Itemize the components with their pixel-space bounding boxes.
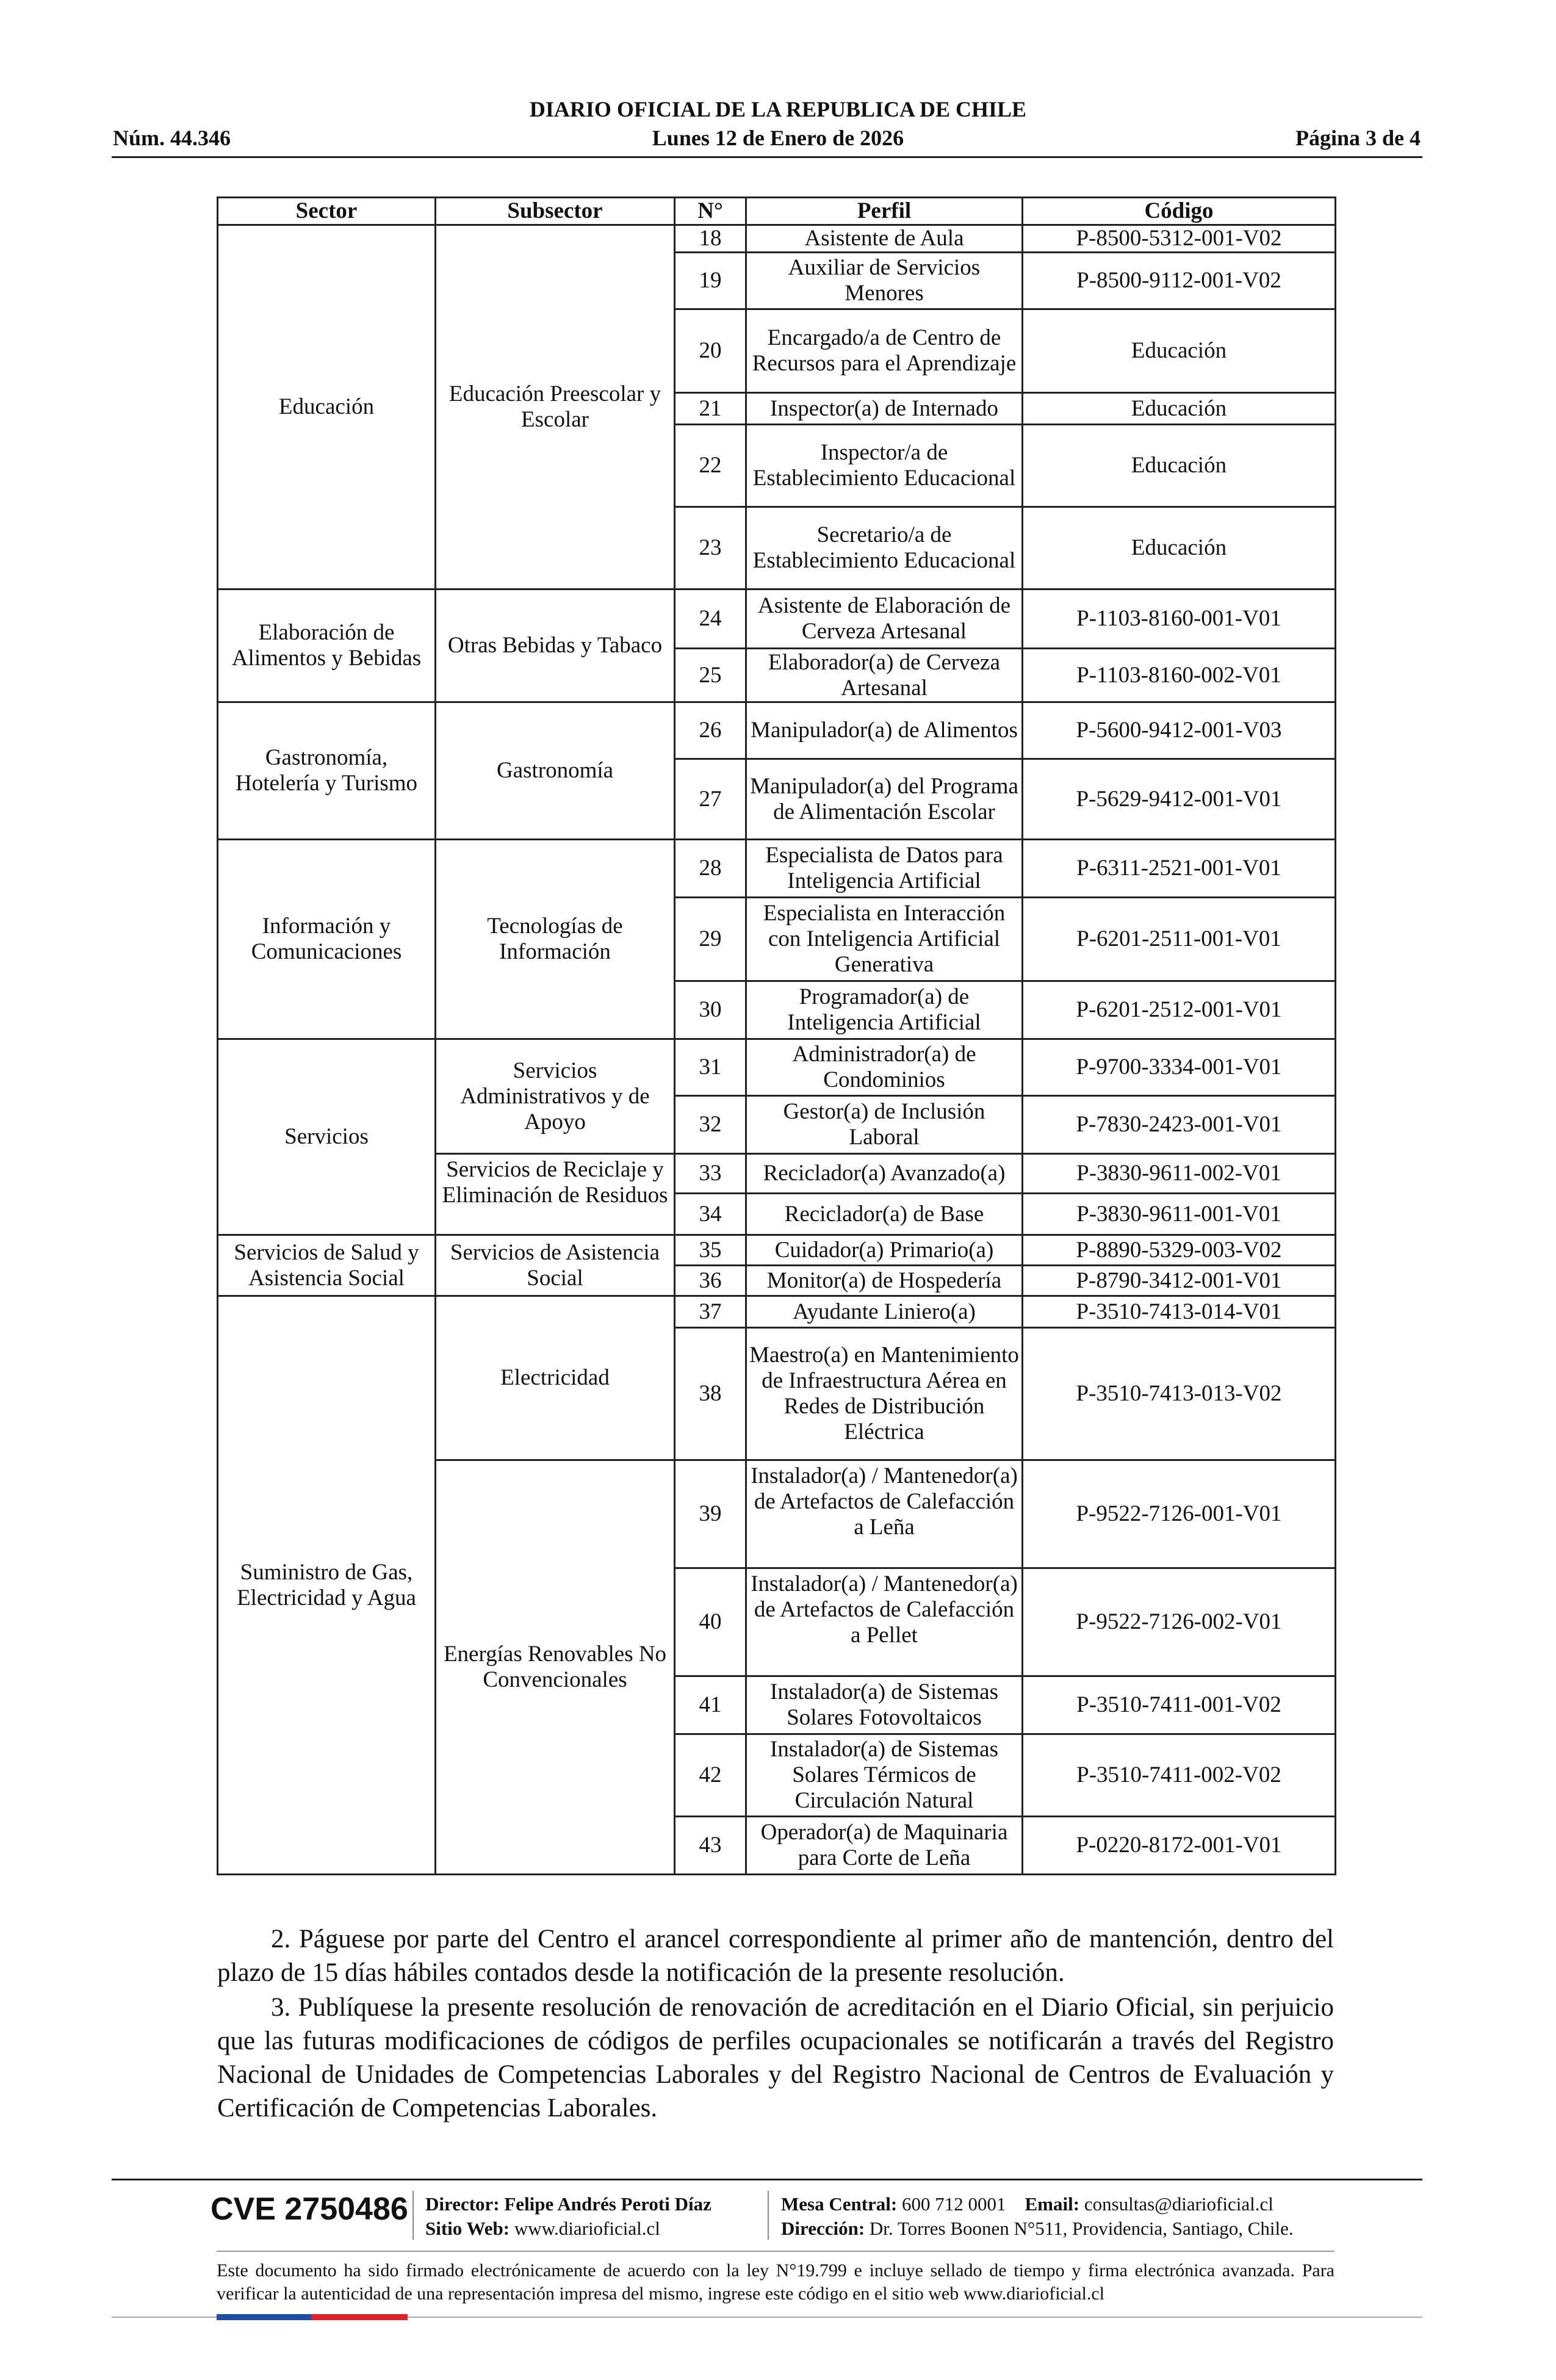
address-text: Dr. Torres Boonen N°511, Providencia, Santiago, Chile.	[869, 2218, 1294, 2239]
perfil-cell: Manipulador(a) del Programa de Alimentación Escolar	[746, 759, 1023, 840]
col-header-subsector: Subsector	[436, 198, 675, 225]
subsector-cell: Servicios de Asistencia Social	[436, 1235, 675, 1296]
perfil-cell: Programador(a) de Inteligencia Artificial	[746, 981, 1023, 1039]
codigo-cell: Educación	[1023, 309, 1336, 393]
col-header-codigo: Código	[1023, 198, 1336, 225]
row-number: 24	[675, 590, 746, 649]
subsector-cell: Gastronomía	[436, 702, 675, 840]
phone-number: 600 712 0001	[902, 2193, 1006, 2215]
row-number: 27	[675, 759, 746, 840]
codigo-cell: P-1103-8160-001-V01	[1023, 590, 1336, 649]
sector-cell: Servicios de Salud y Asistencia Social	[218, 1235, 436, 1296]
subsector-cell: Energías Renovables No Convencionales	[436, 1460, 675, 1875]
codigo-cell: Educación	[1023, 393, 1336, 425]
codigo-cell: P-0220-8172-001-V01	[1023, 1817, 1336, 1875]
table-row	[218, 702, 1336, 759]
perfil-cell: Inspector/a de Establecimiento Educacional	[746, 425, 1023, 507]
table-row	[218, 1296, 1336, 1328]
phone-label: Mesa Central:	[781, 2193, 898, 2215]
perfil-cell: Gestor(a) de Inclusión Laboral	[746, 1096, 1023, 1154]
row-number: 29	[675, 898, 746, 981]
table-row	[218, 1039, 1336, 1096]
row-number: 22	[675, 425, 746, 507]
codigo-cell: P-1103-8160-002-V01	[1023, 649, 1336, 702]
col-header-perfil: Perfil	[746, 198, 1023, 225]
codigo-cell: P-8500-9112-001-V02	[1023, 253, 1336, 309]
footer-separator	[412, 2191, 414, 2240]
footer-divider	[112, 2179, 1422, 2180]
codigo-cell: P-9522-7126-001-V01	[1023, 1460, 1336, 1568]
brand-bar-blue	[217, 2314, 311, 2320]
perfil-cell: Instalador(a) de Sistemas Solares Térmicos de Circulación Natural	[746, 1734, 1023, 1817]
row-number: 21	[675, 393, 746, 425]
perfil-cell: Monitor(a) de Hospedería	[746, 1266, 1023, 1296]
perfil-cell: Instalador(a) / Mantenedor(a) de Artefactos de Calefacción a Leña	[746, 1460, 1023, 1568]
sector-cell: Servicios	[218, 1039, 436, 1235]
row-number: 38	[675, 1328, 746, 1460]
subsector-cell: Educación Preescolar y Escolar	[436, 225, 675, 590]
row-number: 40	[675, 1568, 746, 1676]
table-row	[218, 225, 1336, 253]
codigo-cell: P-3510-7411-001-V02	[1023, 1676, 1336, 1734]
perfil-cell: Operador(a) de Maquinaria para Corte de Leña	[746, 1817, 1023, 1875]
codigo-cell: P-5600-9412-001-V03	[1023, 702, 1336, 759]
sector-cell: Información y Comunicaciones	[218, 840, 436, 1039]
perfil-cell: Secretario/a de Establecimiento Educacional	[746, 507, 1023, 590]
perfil-cell: Auxiliar de Servicios Menores	[746, 253, 1023, 309]
perfil-cell: Instalador(a) de Sistemas Solares Fotovoltaicos	[746, 1676, 1023, 1734]
table-row	[218, 1235, 1336, 1266]
table-row	[218, 840, 1336, 898]
codigo-cell: Educación	[1023, 507, 1336, 590]
director-name: Felipe Andrés Peroti Díaz	[504, 2193, 711, 2215]
codigo-cell: P-8890-5329-003-V02	[1023, 1235, 1336, 1266]
issue-date: Lunes 12 de Enero de 2026	[652, 126, 904, 150]
cve-code: CVE 2750486	[211, 2191, 408, 2227]
sector-cell: Elaboración de Alimentos y Bebidas	[218, 590, 436, 702]
codigo-cell: Educación	[1023, 425, 1336, 507]
table-row	[218, 590, 1336, 649]
page-indicator: Página 3 de 4	[1295, 126, 1421, 150]
row-number: 31	[675, 1039, 746, 1096]
footer-director-block	[425, 2192, 711, 2241]
email-label: Email:	[1025, 2193, 1080, 2215]
codigo-cell: P-9700-3334-001-V01	[1023, 1039, 1336, 1096]
row-number: 25	[675, 649, 746, 702]
footer-separator	[768, 2191, 769, 2240]
codigo-cell: P-6311-2521-001-V01	[1023, 840, 1336, 898]
codigo-cell: P-5629-9412-001-V01	[1023, 759, 1336, 840]
codigo-cell: P-6201-2511-001-V01	[1023, 898, 1336, 981]
perfil-cell: Cuidador(a) Primario(a)	[746, 1235, 1023, 1266]
codigo-cell: P-6201-2512-001-V01	[1023, 981, 1336, 1039]
perfil-cell: Asistente de Aula	[746, 225, 1023, 253]
row-number: 41	[675, 1676, 746, 1734]
newspaper-title: DIARIO OFICIAL DE LA REPUBLICA DE CHILE	[529, 97, 1027, 121]
paragraph-2-text: 2. Páguese por parte del Centro el arancel correspondiente al primer año de mantención, dentro del plazo de 15 días hábiles contados desde la notificación de la presente resolución.	[217, 1925, 1334, 1987]
row-number: 23	[675, 507, 746, 590]
subsector-cell: Otras Bebidas y Tabaco	[436, 590, 675, 702]
perfil-cell: Instalador(a) / Mantenedor(a) de Artefactos de Calefacción a Pellet	[746, 1568, 1023, 1676]
perfil-cell: Especialista de Datos para Inteligencia Artificial	[746, 840, 1023, 898]
website-label: Sitio Web:	[425, 2218, 510, 2239]
row-number: 30	[675, 981, 746, 1039]
codigo-cell: P-3510-7413-014-V01	[1023, 1296, 1336, 1328]
codigo-cell: P-3830-9611-002-V01	[1023, 1154, 1336, 1194]
header-divider	[112, 156, 1422, 158]
subsector-cell: Electricidad	[436, 1296, 675, 1460]
row-number: 28	[675, 840, 746, 898]
row-number: 18	[675, 225, 746, 253]
address-label: Dirección:	[781, 2218, 865, 2239]
subsector-cell: Servicios de Reciclaje y Eliminación de Residuos	[436, 1154, 675, 1235]
row-number: 37	[675, 1296, 746, 1328]
row-number: 26	[675, 702, 746, 759]
sector-cell: Gastronomía, Hotelería y Turismo	[218, 702, 436, 840]
row-number: 42	[675, 1734, 746, 1817]
codigo-cell: P-3830-9611-001-V01	[1023, 1194, 1336, 1235]
codigo-cell: P-9522-7126-002-V01	[1023, 1568, 1336, 1676]
row-number: 32	[675, 1096, 746, 1154]
perfil-cell: Ayudante Liniero(a)	[746, 1296, 1023, 1328]
paragraph-3	[217, 1991, 1334, 2125]
subsector-cell: Tecnologías de Información	[436, 840, 675, 1039]
sector-cell: Educación	[218, 225, 436, 590]
perfil-cell: Maestro(a) en Mantenimiento de Infraestructura Aérea en Redes de Distribución Eléctrica	[746, 1328, 1023, 1460]
row-number: 35	[675, 1235, 746, 1266]
codigo-cell: P-8500-5312-001-V02	[1023, 225, 1336, 253]
perfil-cell: Especialista en Interacción con Inteligencia Artificial Generativa	[746, 898, 1023, 981]
row-number: 20	[675, 309, 746, 393]
sector-cell: Suministro de Gas, Electricidad y Agua	[218, 1296, 436, 1875]
profiles-table	[217, 197, 1336, 1875]
perfil-cell: Manipulador(a) de Alimentos	[746, 702, 1023, 759]
electronic-signature-disclaimer: Este documento ha sido firmado electrónicamente de acuerdo con la ley N°19.799 e incluye sellado de tiempo y firma electrónica avanzada. Para verificar la autenticidad de una representación impresa del mismo, ingrese este código en el sitio web www.diarioficial.cl	[217, 2260, 1334, 2304]
website-link[interactable]: www.diarioficial.cl	[514, 2218, 660, 2239]
paragraph-3-text: 3. Publíquese la presente resolución de renovación de acreditación en el Diario Oficial, sin perjuicio que las futuras modificaciones de códigos de perfiles ocupacionales se notificarán a través del Registro Nacional de Unidades de Competencias Laborales y del Registro Nacional de Centros de Evaluación y Certificación de Competencias Laborales.	[217, 1993, 1334, 2122]
codigo-cell: P-3510-7411-002-V02	[1023, 1734, 1336, 1817]
footer-inner-divider	[217, 2251, 1334, 2252]
email-link[interactable]: consultas@diarioficial.cl	[1084, 2193, 1273, 2215]
codigo-cell: P-8790-3412-001-V01	[1023, 1266, 1336, 1296]
perfil-cell: Elaborador(a) de Cerveza Artesanal	[746, 649, 1023, 702]
row-number: 19	[675, 253, 746, 309]
codigo-cell: P-3510-7413-013-V02	[1023, 1328, 1336, 1460]
row-number: 36	[675, 1266, 746, 1296]
director-label: Director:	[425, 2193, 500, 2215]
col-header-number: N°	[675, 198, 746, 225]
perfil-cell: Encargado/a de Centro de Recursos para el Aprendizaje	[746, 309, 1023, 393]
subsector-cell: Servicios Administrativos y de Apoyo	[436, 1039, 675, 1154]
perfil-cell: Inspector(a) de Internado	[746, 393, 1023, 425]
row-number: 34	[675, 1194, 746, 1235]
perfil-cell: Reciclador(a) de Base	[746, 1194, 1023, 1235]
col-header-sector: Sector	[218, 198, 436, 225]
brand-bar-red	[311, 2314, 408, 2320]
row-number: 43	[675, 1817, 746, 1875]
row-number: 33	[675, 1154, 746, 1194]
issue-number: Núm. 44.346	[113, 126, 231, 150]
row-number: 39	[675, 1460, 746, 1568]
perfil-cell: Reciclador(a) Avanzado(a)	[746, 1154, 1023, 1194]
perfil-cell: Administrador(a) de Condominios	[746, 1039, 1023, 1096]
codigo-cell: P-7830-2423-001-V01	[1023, 1096, 1336, 1154]
table-header-row	[218, 198, 1336, 225]
paragraph-2	[217, 1922, 1334, 1989]
perfil-cell: Asistente de Elaboración de Cerveza Artesanal	[746, 590, 1023, 649]
footer-contact-block	[781, 2192, 1294, 2241]
